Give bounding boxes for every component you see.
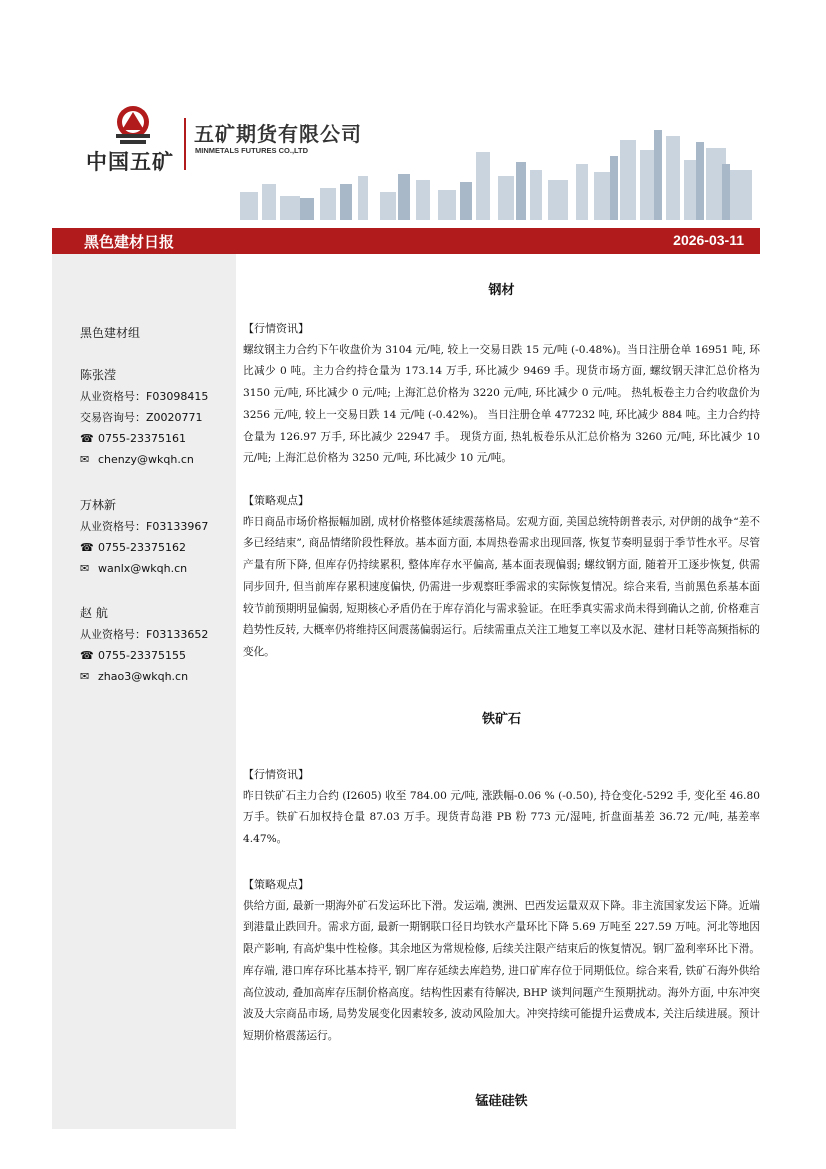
email-address[interactable]: wanlx@wkqh.cn: [98, 562, 188, 575]
divider: [184, 118, 186, 170]
analyst-card: [80, 602, 230, 687]
report-title: 黑色建材日报: [84, 233, 175, 251]
phone-icon: ☎: [80, 432, 94, 445]
news-label: 【行情资讯】: [243, 322, 309, 335]
company-name-cn: 五矿期货有限公司: [194, 122, 362, 146]
steel-news: [243, 318, 760, 470]
steel-strategy: [243, 490, 760, 664]
company-name-en: MINMETALS FUTURES CO.,LTD: [195, 146, 309, 155]
phone-number: 0755-23375161: [98, 432, 186, 445]
minmetals-emblem-icon: [110, 104, 156, 146]
iron-ore-strategy: [243, 874, 760, 1048]
email-icon: ✉: [80, 670, 90, 683]
strategy-label: 【策略观点】: [243, 878, 309, 891]
analyst-card: [80, 494, 230, 579]
license-number: 从业资格号：F03133967: [80, 520, 209, 533]
phone-number: 0755-23375155: [98, 649, 186, 662]
email-address[interactable]: zhao3@wkqh.cn: [98, 670, 189, 683]
analyst-name: 万林新: [80, 498, 117, 512]
license-number: 从业资格号：F03133652: [80, 628, 209, 641]
brand-name: 中国五矿: [86, 150, 174, 174]
analyst-name: 陈张滢: [80, 368, 117, 382]
email-address[interactable]: chenzy@wkqh.cn: [98, 453, 194, 466]
email-icon: ✉: [80, 562, 90, 575]
strategy-text: 昨日商品市场价格振幅加剧, 成材价格整体延续震荡格局。宏观方面, 美国总统特朗普表示, 对伊朗的战争“差不多已经结束”, 商品情绪阶段性释放。基本面方面, 本周热卷需求出现回落, 恢复节奏明显弱于季节性水平。尽管产量有所下降, 但库存仍持续累积, 整体库存水平偏高, 基本面表现偏弱; 螺纹钢方面, 随着开工逐步恢复, 供需同步回升, 但当前库存累积速度偏快, 仍需进一步观察旺季需求的实际恢复情况。综合来看, 当前黑色系基本面较节前预期明显偏弱, 短期核心矛盾仍在于库存消化与需求验证。在旺季真实需求尚未得到确认之前, 价格难言趋势性反转, 大概率仍将维持区间震荡偏弱运行。后续需重点关注工地复工率以及水泥、建材日耗等高频指标的变化。: [243, 515, 760, 658]
section-title-steel: 钢材: [488, 283, 515, 298]
report-title-bar: [52, 228, 760, 254]
phone-icon: ☎: [80, 649, 94, 662]
report-date: 2026-03-11: [673, 232, 744, 248]
iron-ore-news: [243, 764, 760, 851]
license-number: 从业资格号：F03098415: [80, 390, 209, 403]
letterhead: [0, 0, 826, 228]
email-icon: ✉: [80, 453, 90, 466]
news-text: 螺纹钢主力合约下午收盘价为 3104 元/吨, 较上一交易日跌 15 元/吨 (-0.48%)。当日注册仓单 16951 吨, 环比减少 0 吨。主力合约持仓量为 173.14 万手, 环比减少 9469 手。现货市场方面, 螺纹钢天津汇总价格为 3150 元/吨, 环比减少 0 元/吨; 上海汇总价格为 3220 元/吨, 环比减少 0 元/吨。 热轧板卷主力合约收盘价为 3256 元/吨, 较上一交易日跌 14 元/吨 (-0.42%)。 当日注册仓单 477232 吨, 环比减少 884 吨。主力合约持仓量为 126.97 万手, 环比减少 22947 手。 现货方面, 热轧板卷乐从汇总价格为 3260 元/吨, 环比减少 10 元/吨; 上海汇总价格为 3250 元/吨, 环比减少 10 元/吨。: [243, 343, 760, 465]
strategy-text: 供给方面, 最新一期海外矿石发运环比下滑。发运端, 澳洲、巴西发运量双双下降。非主流国家发运下降。近端到港量止跌回升。需求方面, 最新一期钢联口径日均铁水产量环比下降 5.69 万吨至 227.59 万吨。河北等地因限产影响, 有高炉集中性检修。其余地区为常规检修, 后续关注限产结束后的恢复情况。钢厂盈利率环比下滑。库存端, 港口库存环比基本持平, 钢厂库存延续去库趋势, 进口矿库存位于同期低位。综合来看, 铁矿石海外供给高位波动, 叠加高库存压制价格高度。结构性因素有待解决, BHP 谈判问题产生预期扰动。海外方面, 中东冲突波及大宗商品市场, 局势发展变化因素较多, 波动风险加大。冲突持续可能提升运费成本, 关注后续进展。预计短期价格震荡运行。: [243, 899, 760, 1042]
news-text: 昨日铁矿石主力合约 (I2605) 收至 784.00 元/吨, 涨跌幅-0.06 % (-0.50), 持仓变化-5292 手, 变化至 46.80 万手。铁矿石加权持仓量 87.03 万手。现货青岛港 PB 粉 773 元/湿吨, 折盘面基差 36.72 元/吨, 基差率 4.47%。: [243, 789, 760, 846]
consult-number: 交易咨询号：Z0020771: [80, 411, 203, 424]
section-title-manganese-silicon: 锰硅硅铁: [475, 1094, 528, 1109]
strategy-label: 【策略观点】: [243, 494, 309, 507]
analyst-name: 赵 航: [80, 606, 108, 620]
news-label: 【行情资讯】: [243, 768, 309, 781]
analyst-sidebar: [52, 254, 236, 1129]
phone-number: 0755-23375162: [98, 541, 186, 554]
minmetals-logo: [86, 100, 182, 180]
phone-icon: ☎: [80, 541, 94, 554]
team-name: 黑色建材组: [80, 326, 141, 340]
analyst-card: [80, 364, 230, 470]
section-title-iron-ore: 铁矿石: [481, 712, 521, 727]
